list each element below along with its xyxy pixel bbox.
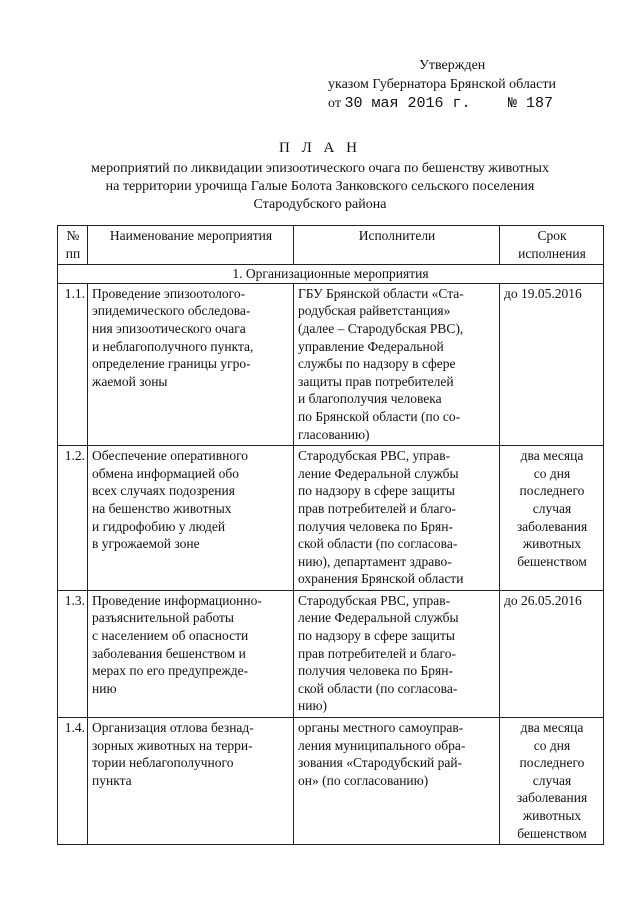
row-num: 1.2. (58, 446, 88, 591)
row-num: 1.3. (58, 590, 88, 717)
approval-from: от (328, 96, 341, 111)
table-row (58, 718, 604, 845)
header-deadline: Срок исполнения (500, 226, 604, 265)
approval-block (328, 56, 556, 113)
row-executors: Стародубская РВС, управ- ление Федеральной службы по надзору в сфере защиты прав потребителей и благо- получия человека по Брян- ской области (по согласова- нию), департамент здраво- охранения Брянской области (294, 446, 500, 591)
table-header-row (58, 226, 604, 265)
plan-subtitle: мероприятий по ликвидации эпизоотического очага по бешенству животных на территории урочища Галые Болота Занковского сельского поселения Стародубского района (91, 161, 549, 212)
table-row (58, 283, 604, 445)
approval-number: № 187 (507, 95, 553, 112)
table-row (58, 446, 604, 591)
approval-date-line (328, 94, 556, 113)
row-executors: ГБУ Брянской области «Ста- родубская райветстанция» (далее – Стародубская РВС), управление Федеральной службы по надзору в сфере защиты прав потребителей и благополучия человека по Брянской области (по со- гласованию) (294, 283, 500, 445)
row-num: 1.1. (58, 283, 88, 445)
plan-title: П Л А Н (279, 140, 361, 156)
row-name: Проведение информационно- разъяснительной работы с населением об опасности заболевания бешенством и мерах по его предупрежде- нию (88, 590, 294, 717)
row-deadline: до 26.05.2016 (500, 590, 604, 717)
section-row (58, 265, 604, 284)
row-deadline: два месяца со дня последнего случая заболевания животных бешенством (500, 718, 604, 845)
row-num: 1.4. (58, 718, 88, 845)
row-name: Организация отлова безнад- зорных животных на терри- тории неблагополучного пункта (88, 718, 294, 845)
measures-table (57, 225, 604, 845)
section-title: 1. Организационные мероприятия (58, 265, 604, 284)
header-executors: Исполнители (294, 226, 500, 265)
header-num: № пп (58, 226, 88, 265)
approval-line-2: указом Губернатора Брянской области (328, 77, 556, 92)
row-deadline: два месяца со дня последнего случая заболевания животных бешенством (500, 446, 604, 591)
row-executors: органы местного самоуправ- ления муниципального обра- зования «Стародубский рай- он» (по согласованию) (294, 718, 500, 845)
row-executors: Стародубская РВС, управ- ление Федеральной службы по надзору в сфере защиты прав потребителей и благо- получия человека по Брян- ской области (по согласова- нию) (294, 590, 500, 717)
header-name: Наименование мероприятия (88, 226, 294, 265)
row-deadline: до 19.05.2016 (500, 283, 604, 445)
table-row (58, 590, 604, 717)
row-name: Проведение эпизоотолого- эпидемического обследова- ния эпизоотического очага и неблагополучного пункта, определение границы угро- жаемой зоны (88, 283, 294, 445)
row-name: Обеспечение оперативного обмена информацией обо всех случаях подозрения на бешенство животных и гидрофобию у людей в угрожаемой зоне (88, 446, 294, 591)
approval-date: 30 мая 2016 г. (344, 95, 471, 112)
approval-line-1: Утвержден (419, 58, 486, 73)
